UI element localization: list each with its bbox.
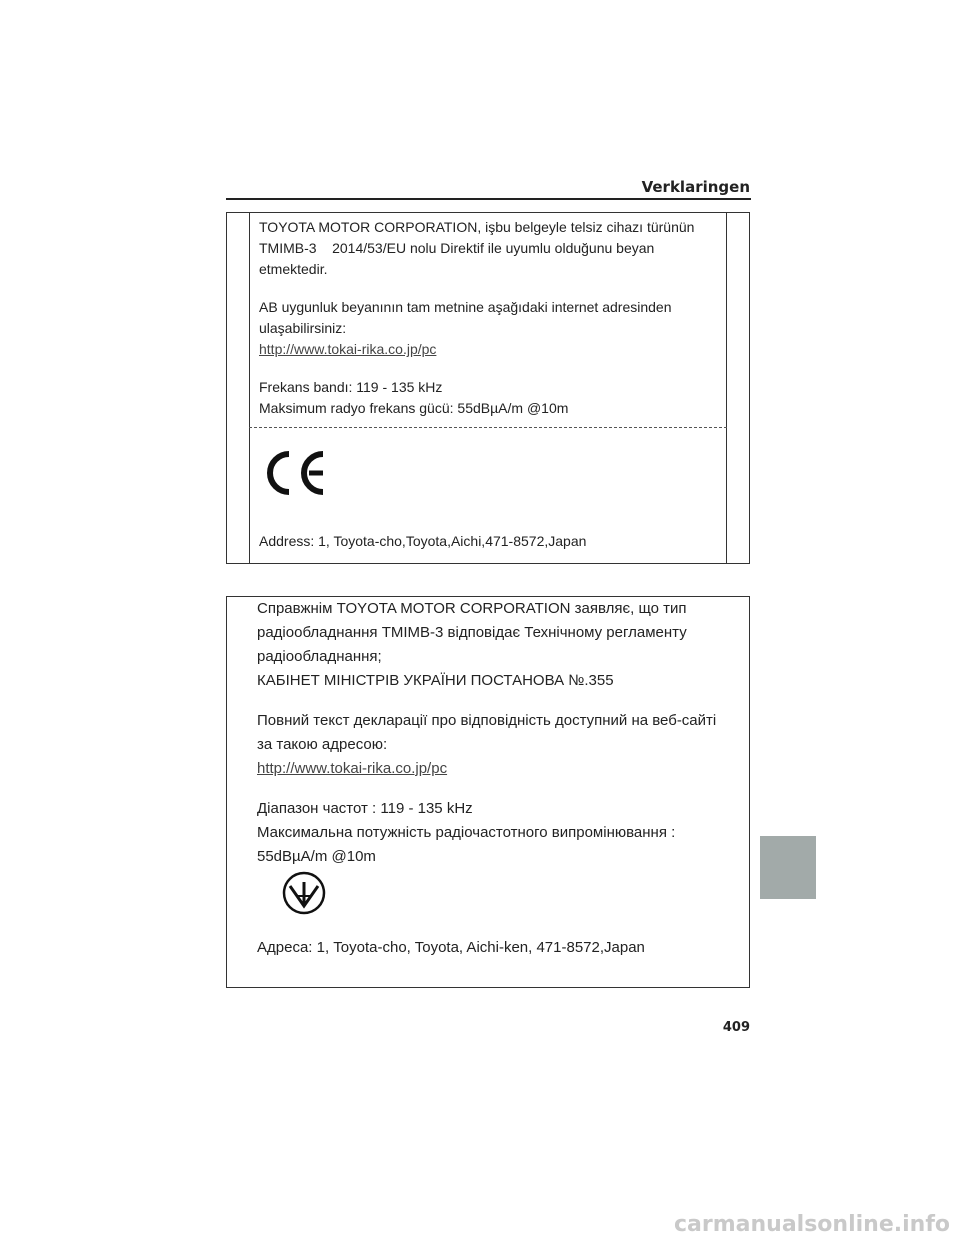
turkish-declaration-text xyxy=(259,217,719,419)
turkish-declaration-box xyxy=(226,212,750,564)
declaration-line: КАБІНЕТ МІНІСТРІВ УКРАЇНИ ПОСТАНОВА №.355 xyxy=(257,672,614,689)
watermark: carmanualsonline.info xyxy=(674,1212,950,1237)
ukraine-conformity-mark-icon xyxy=(281,870,327,916)
max-rf-power-value: 55dBµA/m @10m xyxy=(257,848,376,865)
max-rf-power: Maksimum radyo frekans gücü: 55dBµA/m @10m xyxy=(259,400,569,416)
ukrainian-declaration-text xyxy=(257,597,737,869)
section-title: Verklaringen xyxy=(641,178,750,196)
ce-mark-icon xyxy=(265,449,329,497)
ukrainian-declaration-box xyxy=(226,596,750,988)
declaration-line: Справжнім TOYOTA MOTOR CORPORATION заявляє, що тип xyxy=(257,600,687,617)
declaration-url-link[interactable]: http://www.tokai-rika.co.jp/pc xyxy=(257,760,448,777)
chapter-tab xyxy=(760,836,816,899)
declaration-line: ulaşabilirsiniz: xyxy=(259,320,347,336)
declaration-url-link[interactable]: http://www.tokai-rika.co.jp/pc xyxy=(259,341,437,357)
declaration-line: etmektedir. xyxy=(259,261,328,277)
header-divider xyxy=(226,198,751,200)
declaration-line: TMIMB-3 2014/53/EU nolu Direktif ile uyumlu olduğunu beyan xyxy=(259,240,655,256)
declaration-line: Повний текст декларації про відповідність доступний на веб-сайті xyxy=(257,712,717,729)
left-margin-line xyxy=(249,213,250,563)
frequency-band: Діапазон частот : 119 - 135 kHz xyxy=(257,800,473,817)
declaration-line: радіообладнання TMIMB-3 відповідає Технічному регламенту xyxy=(257,624,687,641)
declaration-line: AB uygunluk beyanının tam metnine aşağıdaki internet adresinden xyxy=(259,299,672,315)
manufacturer-address: Address: 1, Toyota-cho,Toyota,Aichi,471-8572,Japan xyxy=(259,533,587,549)
dashed-divider xyxy=(249,427,727,428)
right-margin-line xyxy=(726,213,727,563)
max-rf-power: Максимальна потужність радіочастотного випромінювання : xyxy=(257,824,676,841)
declaration-line: TOYOTA MOTOR CORPORATION, işbu belgeyle telsiz cihazı türünün xyxy=(259,219,695,235)
frequency-band: Frekans bandı: 119 - 135 kHz xyxy=(259,379,443,395)
manufacturer-address: Адреса: 1, Toyota-cho, Toyota, Aichi-ken, 471-8572,Japan xyxy=(257,939,645,956)
page-number: 409 xyxy=(722,1020,750,1035)
declaration-line: за такою адресою: xyxy=(257,736,388,753)
declaration-line: радіообладнання; xyxy=(257,648,382,665)
